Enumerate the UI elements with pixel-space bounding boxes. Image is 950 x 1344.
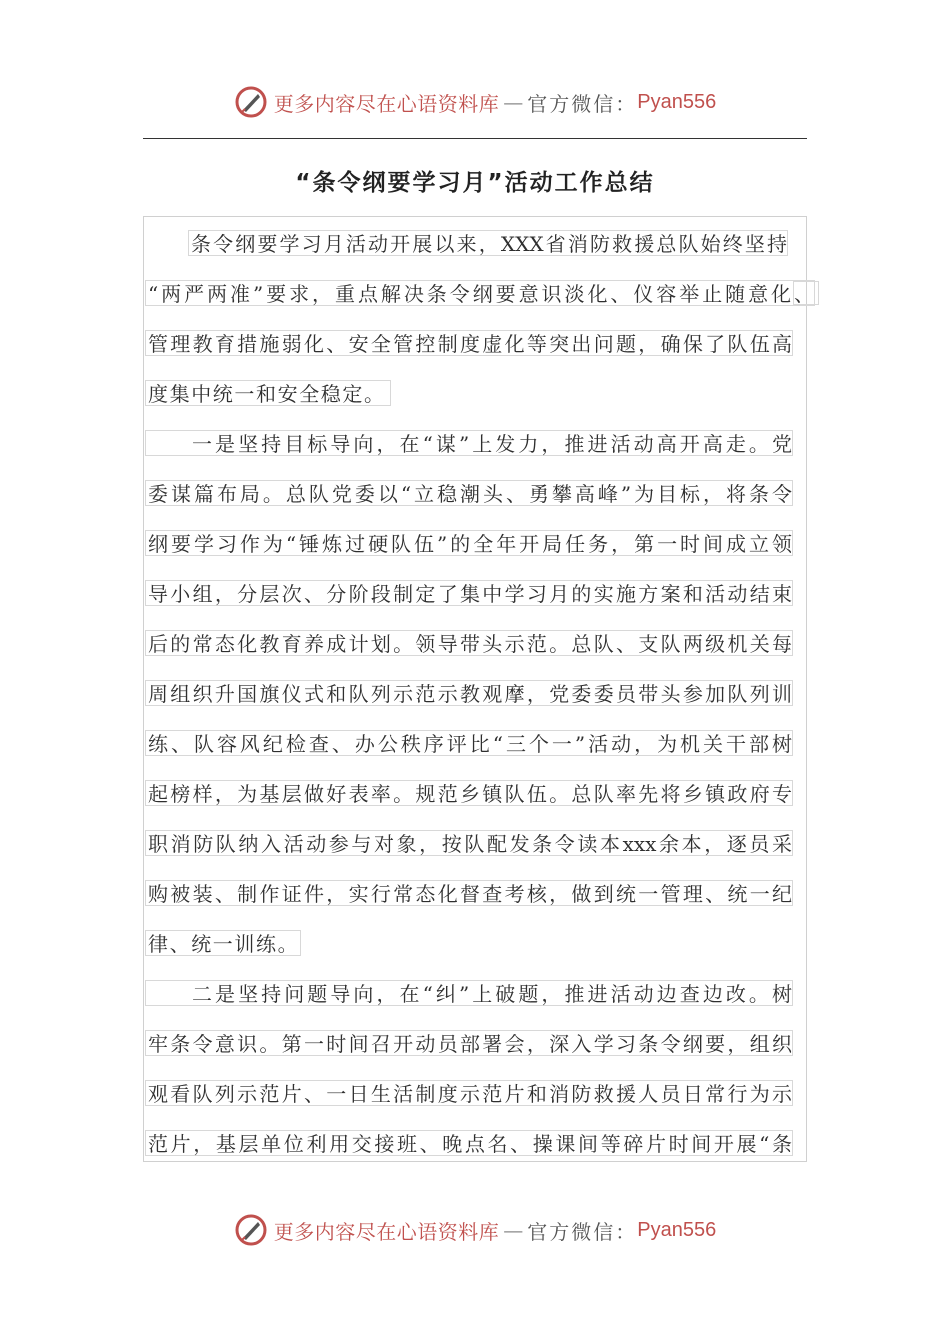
document-title: “条令纲要学习月”活动工作总结 — [295, 170, 655, 196]
header-divider — [143, 138, 807, 139]
line-overflow-box — [793, 281, 819, 305]
quill-logo-icon — [234, 85, 268, 119]
text-line: 范片，基层单位利用交接班、晚点名、操课间等碎片时间开展“条 — [145, 1130, 793, 1156]
header-banner — [0, 82, 950, 122]
banner-text: 更多内容尽在心语资料库 — [273, 91, 500, 116]
text-line: 度集中统一和安全稳定。 — [145, 380, 391, 406]
footer-banner — [0, 1210, 950, 1250]
wechat-label: 官方微信： — [527, 1219, 638, 1244]
text-line: 练、队容风纪检查、办公秩序评比“三个一”活动，为机关干部树 — [145, 730, 793, 756]
wechat-id: Pyan556 — [637, 1218, 717, 1241]
text-line: 观看队列示范片、一日生活制度示范片和消防救援人员日常行为示 — [145, 1080, 793, 1106]
text-line: 纲要学习作为“锤炼过硬队伍”的全年开局任务，第一时间成立领 — [145, 530, 793, 556]
text-line: 一是坚持目标导向，在“谋”上发力，推进活动高开高走。党 — [145, 430, 793, 456]
text-line: “两严两准”要求，重点解决条令纲要意识淡化、仪容举止随意化、 — [145, 280, 815, 306]
text-line: 周组织升国旗仪式和队列示范示教观摩，党委委员带头参加队列训 — [145, 680, 793, 706]
text-line: 后的常态化教育养成计划。领导带头示范。总队、支队两级机关每 — [145, 630, 793, 656]
text-line: 起榜样，为基层做好表率。规范乡镇队伍。总队率先将乡镇政府专 — [145, 780, 793, 806]
text-line: 二是坚持问题导向，在“纠”上破题，推进活动边查边改。树 — [145, 980, 793, 1006]
text-line: 管理教育措施弱化、安全管控制度虚化等突出问题，确保了队伍高 — [145, 330, 793, 356]
wechat-label: 官方微信： — [527, 91, 638, 116]
banner-text: 更多内容尽在心语资料库 — [273, 1219, 500, 1244]
text-line: 导小组，分层次、分阶段制定了集中学习月的实施方案和活动结束 — [145, 580, 793, 606]
text-line: 委谋篇布局。总队党委以“立稳潮头、勇攀高峰”为目标，将条令 — [145, 480, 793, 506]
banner-separator: — — [503, 90, 524, 114]
banner-separator: — — [503, 1218, 524, 1242]
text-line: 条令纲要学习月活动开展以来，XXX省消防救援总队始终坚持 — [188, 230, 788, 256]
text-line: 律、统一训练。 — [145, 930, 301, 956]
text-line: 职消防队纳入活动参与对象，按队配发条令读本xxx余本，逐员采 — [145, 830, 793, 856]
wechat-id: Pyan556 — [637, 90, 717, 113]
text-line: 牢条令意识。第一时间召开动员部署会，深入学习条令纲要，组织 — [145, 1030, 793, 1056]
quill-logo-icon — [234, 1213, 268, 1247]
text-line: 购被装、制作证件，实行常态化督查考核，做到统一管理、统一纪 — [145, 880, 793, 906]
